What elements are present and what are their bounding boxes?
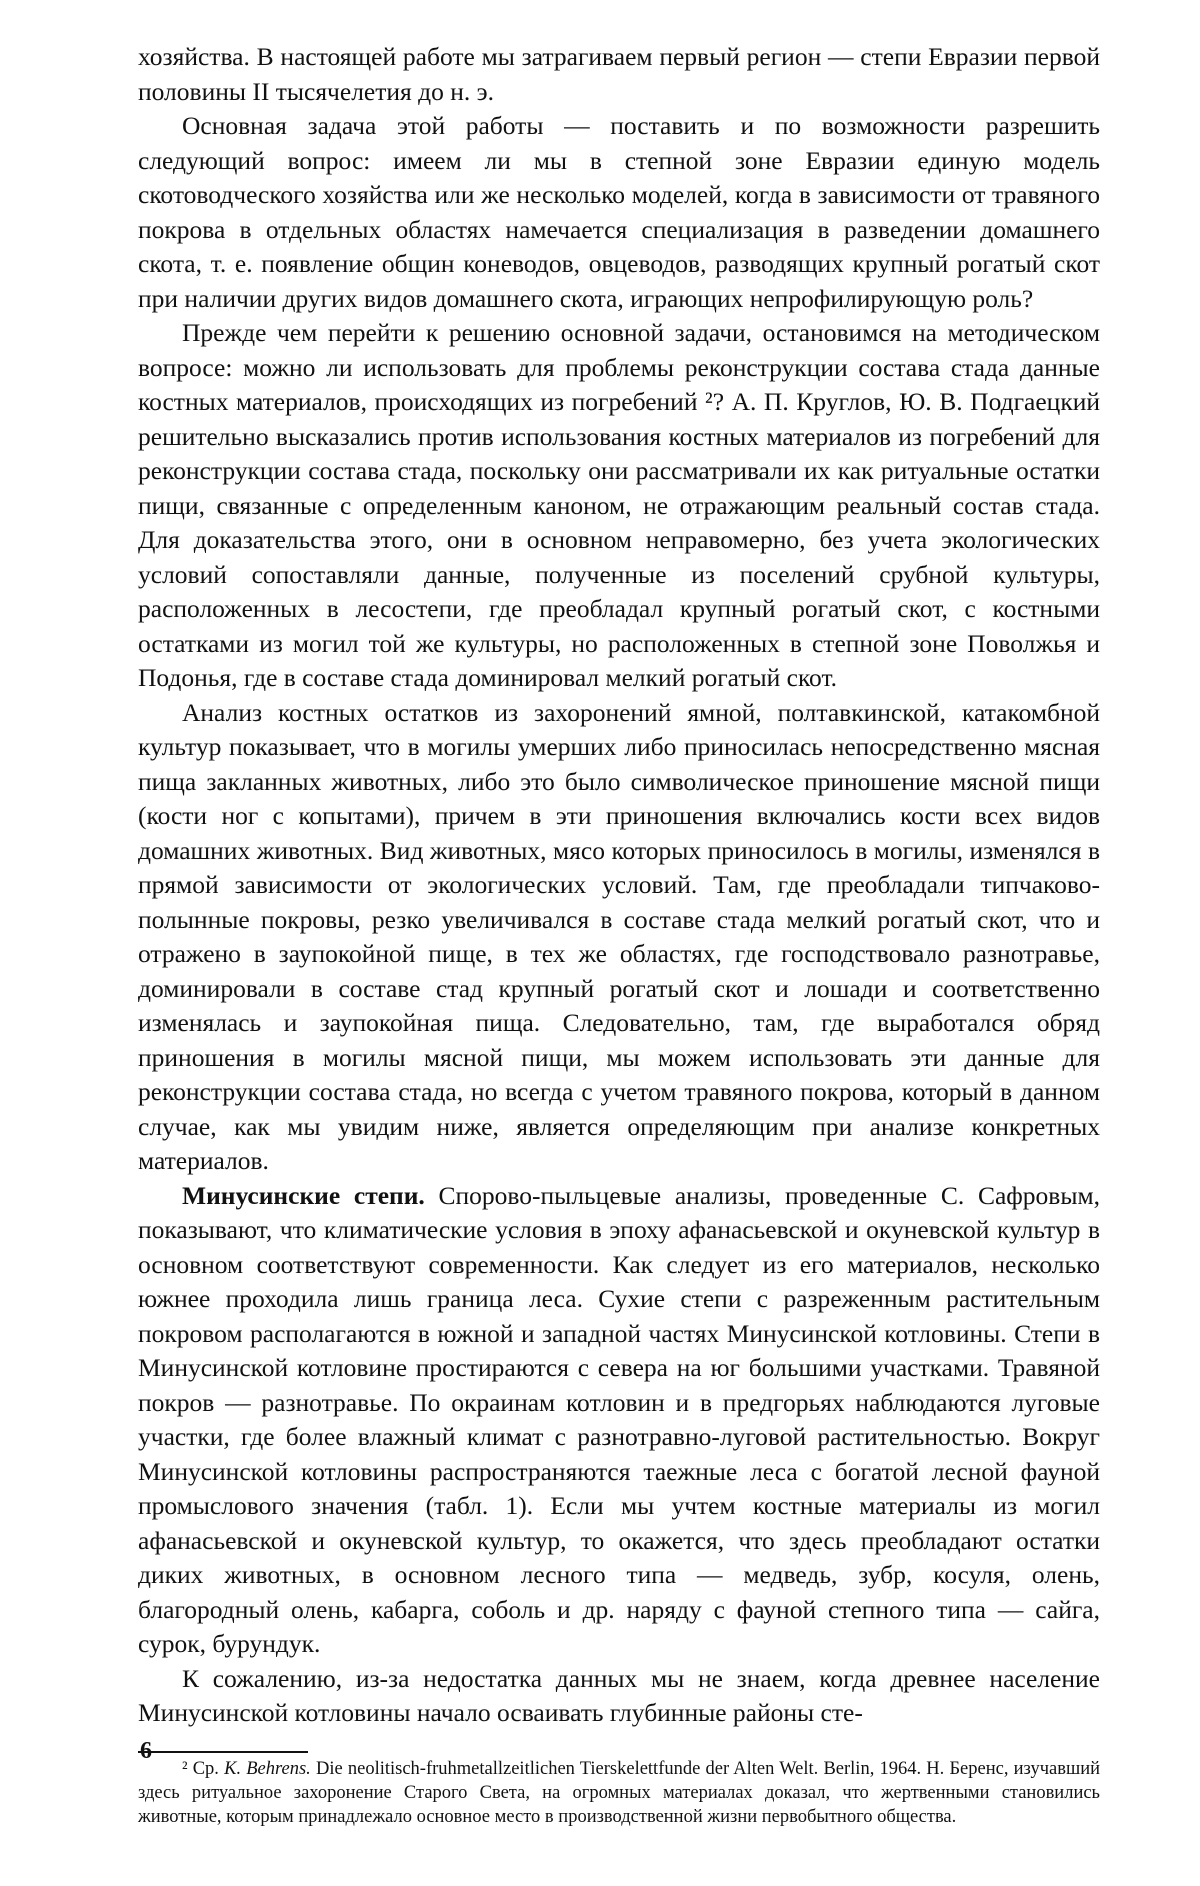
paragraph-method: Прежде чем перейти к решению основной задачи, остановимся на методическом вопросе: можно ли использовать для проблемы реконструкции состава стада данные костных материалов, происходящих из погребений ²? А. П. Круглов, Ю. В. Подгаецкий решительно высказались против использования костных материалов из погребений для реконструкции состава стада, поскольку они рассматривали их как ритуальные остатки пищи, связанные с определенным каноном, не отражающим реальный состав стада. Для доказательства этого, они в основном неправомерно, без учета экологических условий сопоставляли данные, полученные из поселений срубной культуры, расположенных в лесостепи, где преобладал крупный рогатый скот, с костными остатками из могил той же культуры, но расположенных в степной зоне Поволжья и Подонья, где в составе стада доминировал мелкий рогатый скот. [138, 318, 1100, 692]
footnote-marker: ² Ср. [182, 1758, 219, 1779]
footnote-author: K. Behrens. [224, 1758, 311, 1779]
section-runin-heading: Минусинские степи. [182, 1180, 425, 1210]
paragraph-analysis: Анализ костных остатков из захоронений ямной, полтавкинской, катакомбной культур показывает, что в могилы умерших либо приносилась непосредственно мясная пища заклaнных животных, либо это было символическое приношение мясной пищи (кости ног с копытами), причем в эти приношения включались кости всех видов домашних животных. Вид животных, мясо которых приносилось в могилы, изменялся в прямой зависимости от экологических условий. Там, где преобладали типчаково-полынные покровы, резко увеличивался в составе стада мелкий рогатый скот, что и отражено в заупокойной пище, в тех же областях, где господствовало разнотравье, доминировали в составе стад крупный рогатый скот и лошади и соответственно изменялась и заупокойная пища. Следовательно, там, где выработался обряд приношения в могилы мясной пищи, мы можем использовать эти данные для реконструкции состава стада, но всегда с учетом травяного покрова, который в данном случае, как мы увидим ниже, является определяющим при анализе конкретных материалов. [138, 697, 1100, 1175]
footnote [138, 1757, 1100, 1829]
paragraph-continuation: хозяйства. В настоящей работе мы затрагиваем первый регион — степи Евразии первой половины II тысячелетия до н. э. [138, 42, 1100, 106]
paragraph-minusinsk-text: Спорово-пыльцевые анализы, проведенные С. Сафровым, показывают, что климатические условия в эпоху афанасьевской и окуневской культур в основном соответствуют современности. Как следует из его материалов, несколько южнее проходила лишь граница леса. Сухие степи с разреженным растительным покровом располагаются в южной и западной частях Минусинской котловины. Степи в Минусинской котловине простираются с севера на юг большими участками. Травяной покров — разнотравье. По окраинам котловин и в предгорьях наблюдаются луговые участки, где более влажный климат с разнотравно-луговой растительностью. Вокруг Минусинской котловины распространяются таежные леса с богатой лесной фауной промыслового значения (табл. 1). Если мы учтем костные материалы из могил афанасьевской и окуневской культур, то окажется, что здесь преобладают остатки диких животных, в основном лесного типа — медведь, зубр, косуля, олень, благородный олень, кабарга, соболь и др. наряду с фауной степного типа — сайга, сурок, бурундук. [138, 1180, 1100, 1658]
paragraph-minusinsk [138, 1179, 1100, 1662]
footnote-divider [138, 1751, 308, 1753]
footnote-text: Die neolitisch-fruhmetallzeitlichen Tierskelettfunde der Alten Welt. Berlin, 1964. Н. Беренс, изучавший здесь ритуальное захоронение Старого Света, на огромных материалах доказал, что жертвенными становились животные, которым принадлежало основное место в производственной жизни первобытного общества. [138, 1758, 1101, 1827]
paragraph-main-task: Основная задача этой работы — поставить и по возможности разрешить следующий вопрос: имеем ли мы в степной зоне Евразии единую модель скотоводческого хозяйства или же несколько моделей, когда в зависимости от травяного покрова в отдельных областях намечается специализация в разведении домашнего скота, т. е. появление общин коневодов, овцеводов, разводящих крупный рогатый скот при наличии других видов домашнего скота, играющих непрофилирующую роль? [138, 111, 1100, 313]
page-number: 6 [140, 1738, 152, 1764]
page-body [138, 40, 1100, 1829]
paragraph-final: К сожалению, из-за недостатка данных мы не знаем, когда древнее население Минусинской котловины начало осваивать глубинные районы сте- [138, 1663, 1100, 1727]
